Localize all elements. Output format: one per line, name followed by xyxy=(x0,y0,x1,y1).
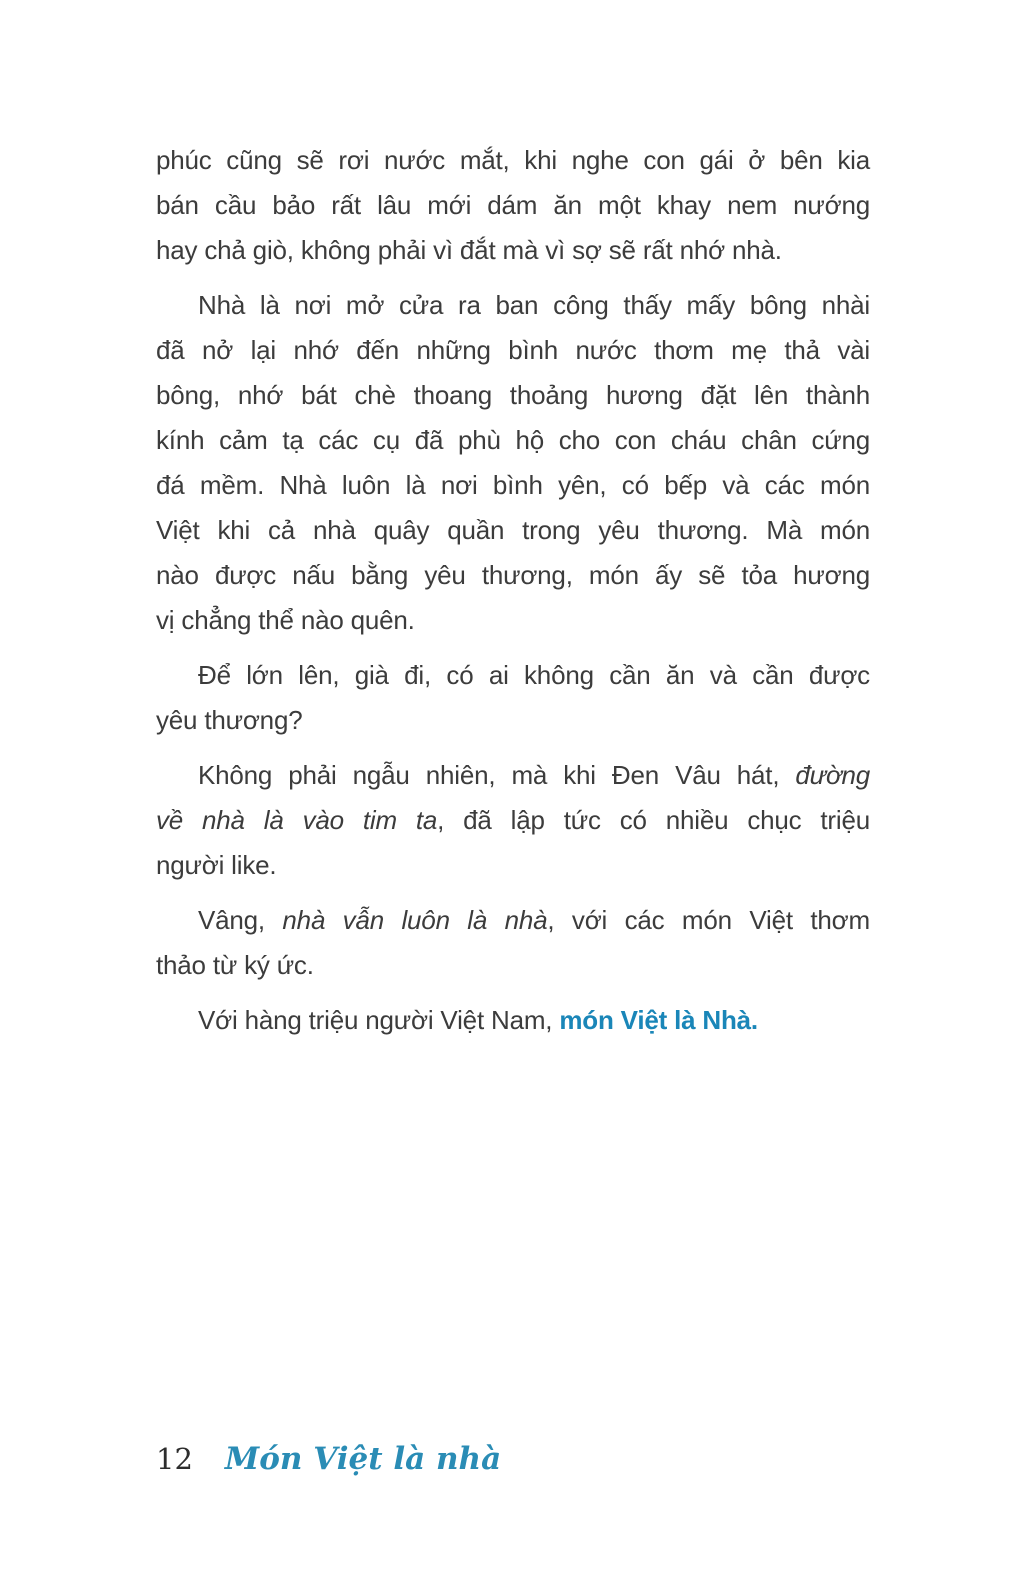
paragraph xyxy=(156,898,870,988)
text-line xyxy=(156,653,870,698)
highlighted-phrase: món Việt là Nhà. xyxy=(559,1005,758,1035)
text-line xyxy=(156,228,870,273)
song-lyric-italic: về nhà là vào tim ta xyxy=(156,805,438,835)
paragraph xyxy=(156,653,870,743)
text-line xyxy=(156,698,870,743)
text-segment: Không phải ngẫu nhiên, mà khi Đen Vâu hát, xyxy=(198,760,796,790)
text-line xyxy=(156,898,870,943)
text-line xyxy=(156,943,870,988)
text-segment: vị chẳng thể nào quên. xyxy=(156,605,415,635)
text-segment: bông, nhớ bát chè thoang thoảng hương đặt lên thành xyxy=(156,380,870,410)
text-segment: người like. xyxy=(156,850,277,880)
text-line xyxy=(156,798,870,843)
text-segment: đã nở lại nhớ đến những bình nước thơm mẹ thả vài xyxy=(156,335,870,365)
text-segment: yêu thương? xyxy=(156,705,303,735)
text-line xyxy=(156,418,870,463)
text-segment: , với các món Việt thơm xyxy=(547,905,870,935)
text-segment: , đã lập tức có nhiều chục triệu xyxy=(437,805,870,835)
text-line xyxy=(156,283,870,328)
text-line xyxy=(156,463,870,508)
text-segment: Để lớn lên, già đi, có ai không cần ăn và cần được xyxy=(198,660,870,690)
text-segment: bán cầu bảo rất lâu mới dám ăn một khay nem nướng xyxy=(156,190,870,220)
text-segment: hay chả giò, không phải vì đắt mà vì sợ sẽ rất nhớ nhà. xyxy=(156,235,782,265)
text-segment: Với hàng triệu người Việt Nam, xyxy=(198,1005,560,1035)
text-segment: Vâng, xyxy=(198,905,283,935)
book-title-script: Món Việt là nhà xyxy=(224,1441,502,1477)
text-line xyxy=(156,183,870,228)
song-lyric-italic: đường xyxy=(795,760,870,790)
page-number: 12 xyxy=(156,1442,193,1476)
text-segment: thảo từ ký ức. xyxy=(156,950,314,980)
text-segment: đá mềm. Nhà luôn là nơi bình yên, có bếp và các món xyxy=(156,470,870,500)
text-line xyxy=(156,598,870,643)
text-segment: phúc cũng sẽ rơi nước mắt, khi nghe con gái ở bên kia xyxy=(156,145,870,175)
text-segment: Nhà là nơi mở cửa ra ban công thấy mấy bông nhài xyxy=(198,290,870,320)
text-line xyxy=(156,998,870,1043)
text-line xyxy=(156,138,870,183)
text-segment: Việt khi cả nhà quây quần trong yêu thương. Mà món xyxy=(156,515,870,545)
text-line xyxy=(156,328,870,373)
text-line xyxy=(156,753,870,798)
page-footer xyxy=(156,1441,501,1477)
text-line xyxy=(156,508,870,553)
text-segment: nào được nấu bằng yêu thương, món ấy sẽ tỏa hương xyxy=(156,560,870,590)
text-segment: kính cảm tạ các cụ đã phù hộ cho con cháu chân cứng xyxy=(156,425,870,455)
body-text-block xyxy=(156,138,870,1053)
text-line xyxy=(156,373,870,418)
text-line xyxy=(156,553,870,598)
paragraph xyxy=(156,998,870,1043)
text-line xyxy=(156,843,870,888)
paragraph xyxy=(156,283,870,643)
paragraph xyxy=(156,138,870,273)
paragraph xyxy=(156,753,870,888)
emphasis-italic: nhà vẫn luôn là nhà xyxy=(282,905,548,935)
